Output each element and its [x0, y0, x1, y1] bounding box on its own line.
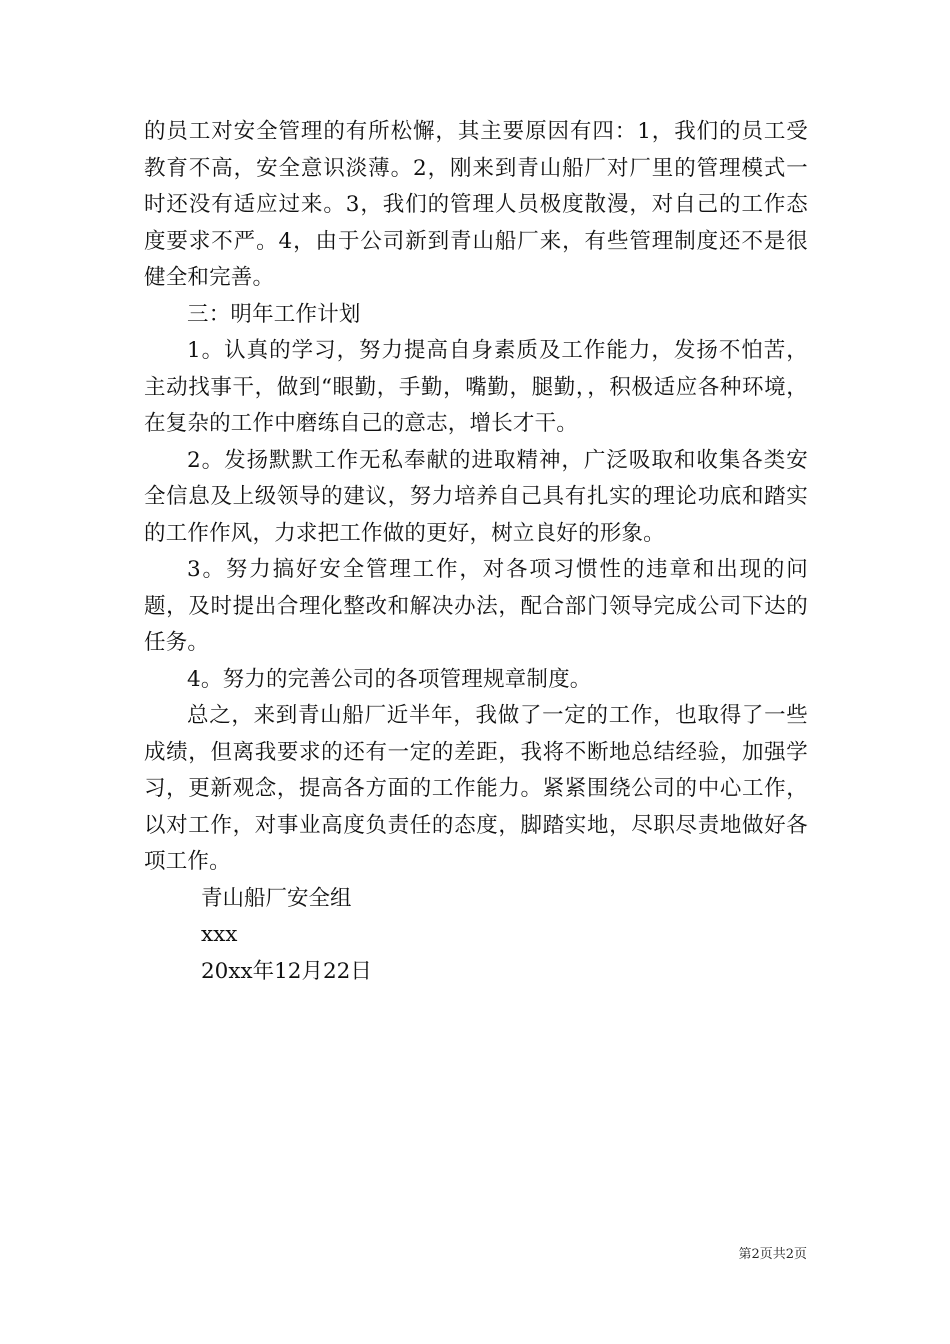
plan-item-1: 1。认真的学习，努力提高自身素质及工作能力，发扬不怕苦，主动找事干，做到“眼勤，手勤，嘴勤，腿勤，，积极适应各种环境，在复杂的工作中磨练自己的意志，增长才干。 — [144, 338, 808, 436]
document-body — [144, 114, 808, 990]
plan-item-4: 4。努力的完善公司的各项管理规章制度。 — [187, 666, 592, 692]
plan-item-2: 2。发扬默默工作无私奉献的进取精神，广泛吸取和收集各类安全信息及上级领导的建议，努力培养自己具有扎实的理论功底和踏实的工作作风，力求把工作做的更好，树立良好的形象。 — [144, 447, 808, 546]
page-number-footer: 第2页共2页 — [738, 1247, 807, 1262]
section-heading-plan: 三：明年工作计划 — [187, 301, 361, 327]
signature-name: xxx — [201, 922, 238, 947]
conclusion-paragraph: 总之，来到青山船厂近半年，我做了一定的工作，也取得了一些成绩，但离我要求的还有一定的差距，我将不断地总结经验，加强学习，更新观念，提高各方面的工作能力。紧紧围绕公司的中心工作，以对工作，对事业高度负责任的态度，脚踏实地，尽职尽责地做好各项工作。 — [144, 703, 808, 874]
signature-date: 20xx年12月22日 — [201, 958, 372, 984]
plan-item-3: 3。努力搞好安全管理工作，对各项习惯性的违章和出现的问题，及时提出合理化整改和解决办法，配合部门领导完成公司下达的任务。 — [144, 557, 808, 655]
paragraph-continuation: 的员工对安全管理的有所松懈，其主要原因有四：1，我们的员工受教育不高，安全意识淡薄。2，刚来到青山船厂对厂里的管理模式一时还没有适应过来。3，我们的管理人员极度散漫，对自己的工作态度要求不严。4，由于公司新到青山船厂来，有些管理制度还不是很健全和完善。 — [144, 119, 808, 290]
signature-organization: 青山船厂安全组 — [201, 885, 352, 911]
